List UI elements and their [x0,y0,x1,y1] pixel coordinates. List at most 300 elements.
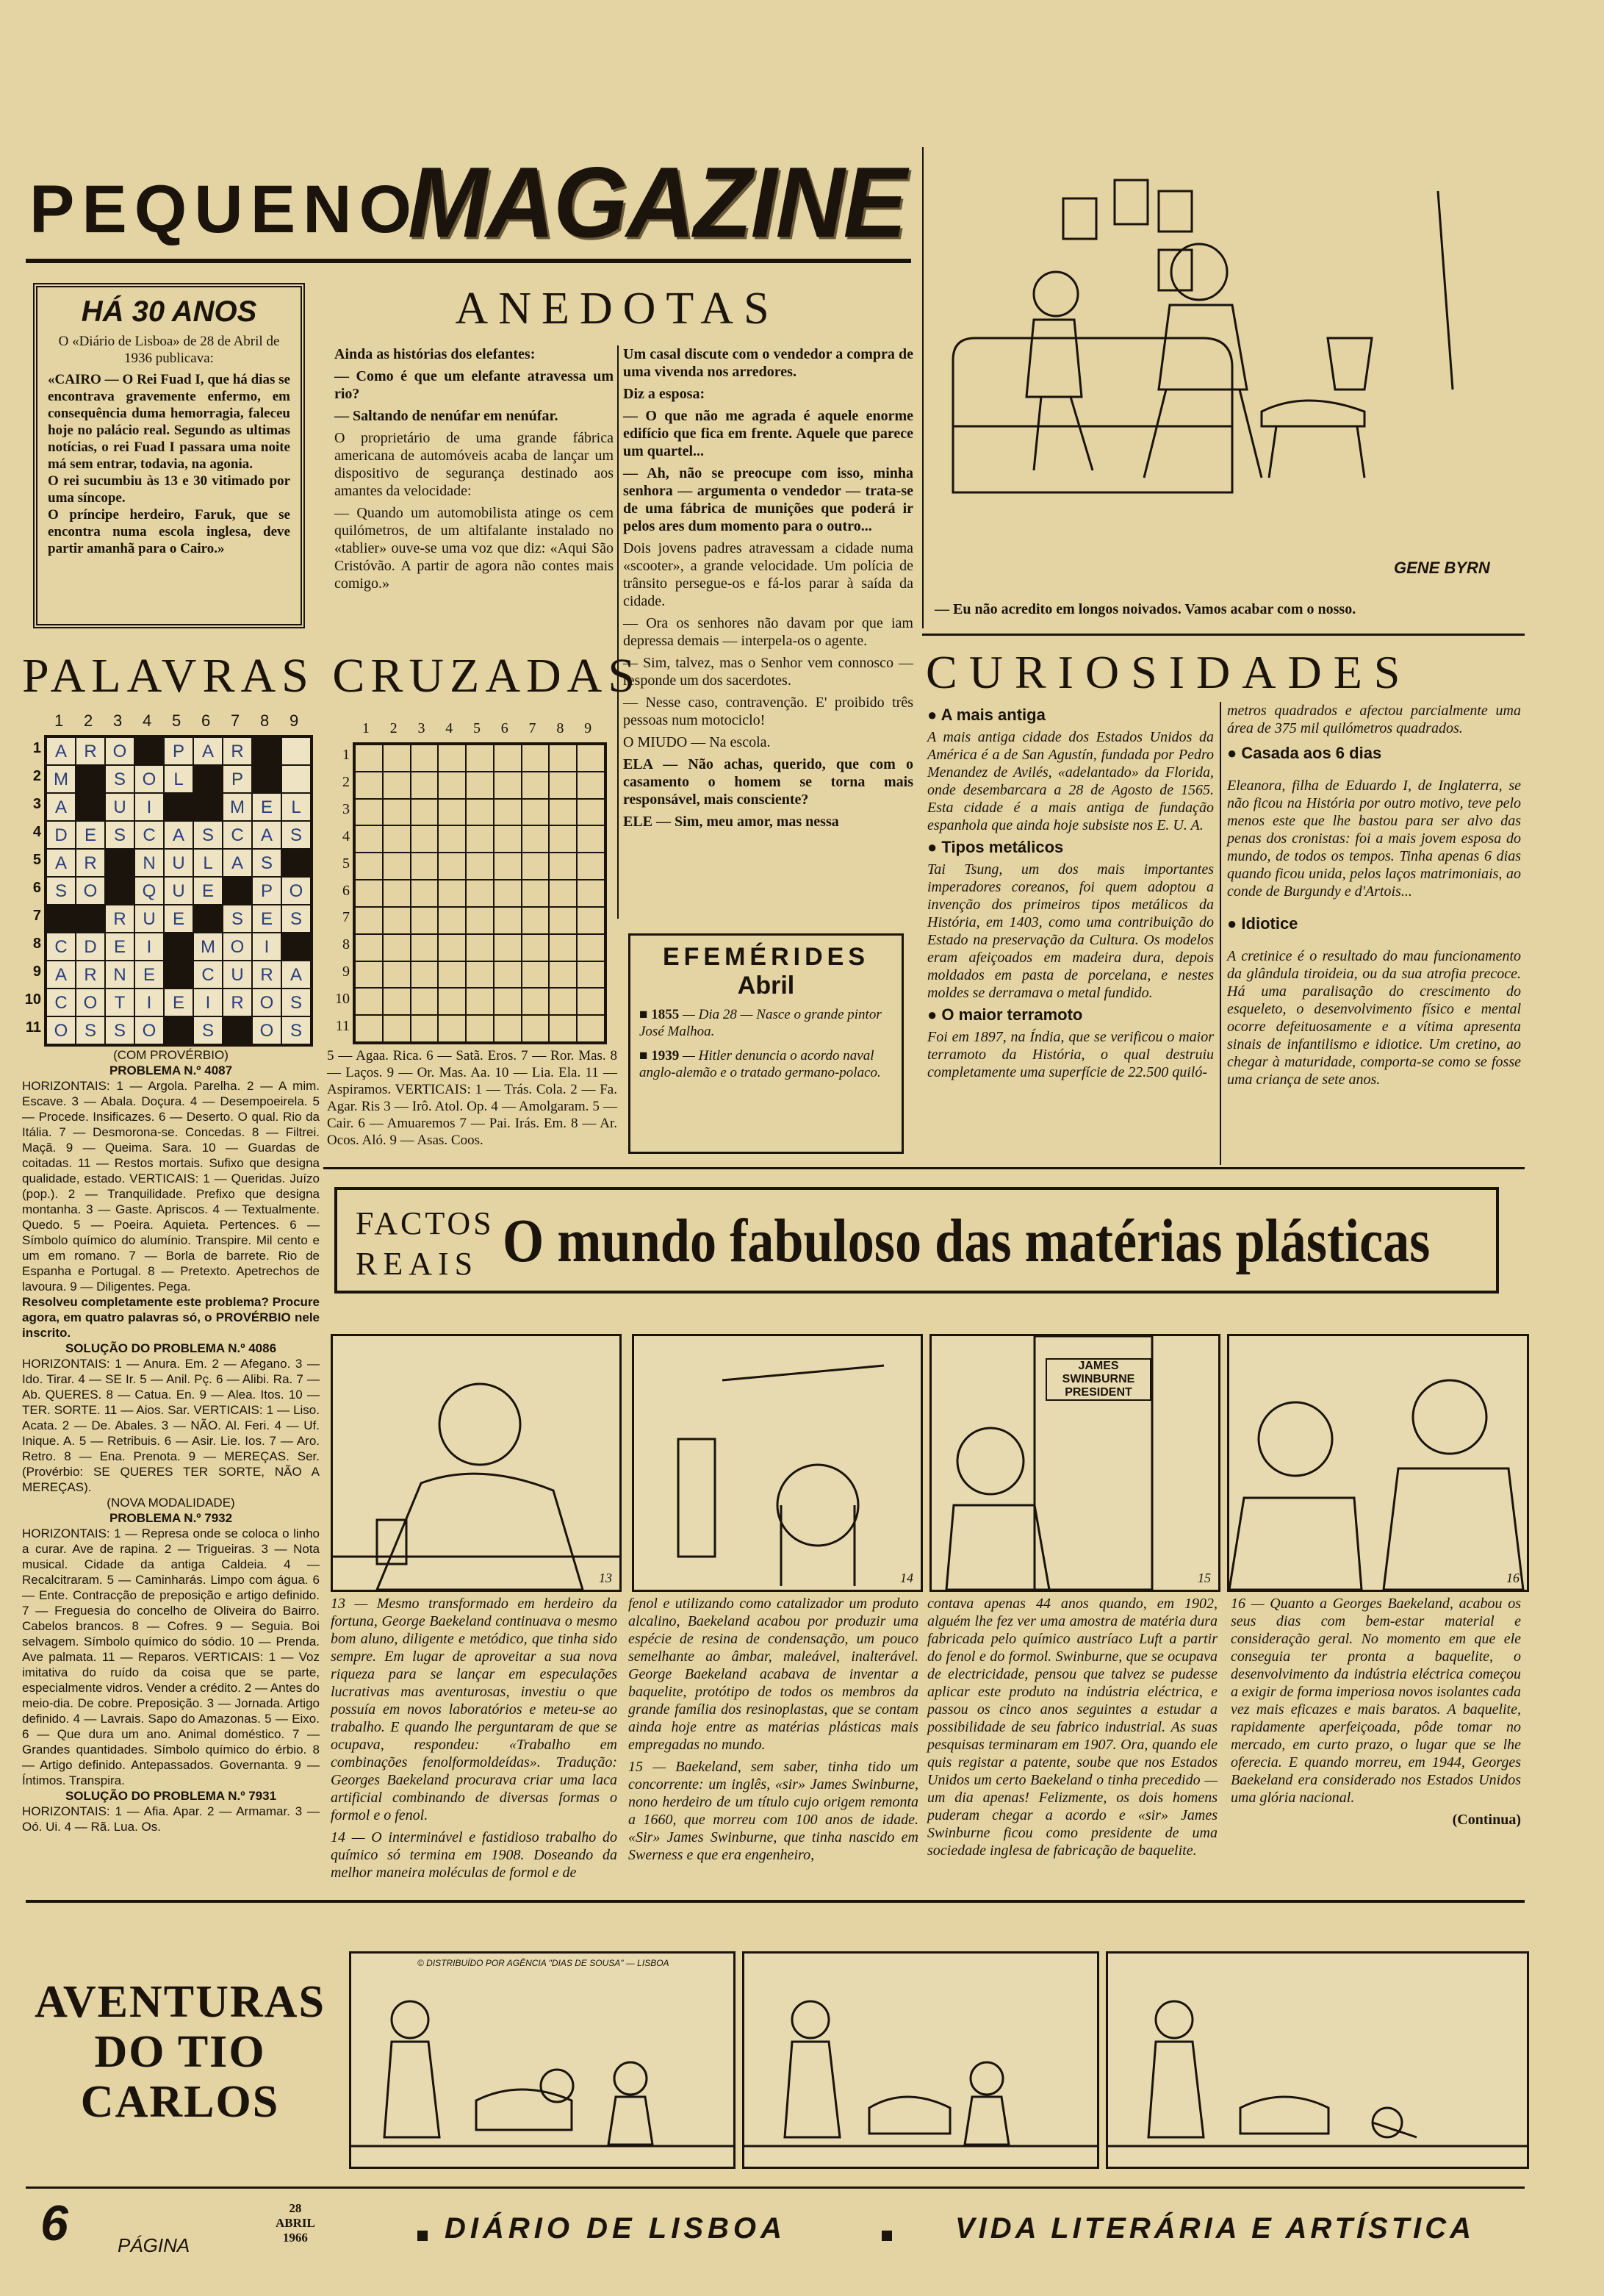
crossword-empty-cell [383,825,411,853]
factos-col3 [927,1595,1218,1864]
panel-13-num: 13 [599,1571,612,1585]
crossword-empty-cell [411,799,439,826]
crossword-cell: I [193,989,223,1016]
crossword-cell [105,877,134,905]
factos-text-15-cont: contava apenas 44 anos quando, em 1902, alguém lhe fez ver uma amostra de matéria dura fabricada pelo químico austríaco Luft a partir do fenol e do formol. Swinburne, que se ocupava de electricidade, pensou que talvez se pudesse aplicar este produto na indústria eléctrica, e passou os cinco anos seguintes a estudar a possibilidade de seu fabrico industrial. As suas pesquisas terminaram em 1907. Ora, quando ele quis registar a patente, soube que nos Estados Unidos um certo Baekeland o tinha precedido — um dia apenas! Felizmente, os dois homens puderam chegar a acordo e «sir» James Swinburne ficou como presidente de uma sociedade inglesa de fabricação de baquelite. [927,1596,1218,1859]
crossword-cell [193,765,223,793]
factos-title: O mundo fabuloso das matérias plásticas [503,1207,1431,1275]
footer-paper: DIÁRIO DE LISBOA [445,2212,786,2245]
empty-row-numbers [331,742,353,1040]
crossword-cell [76,905,105,933]
efemerides-list [639,1006,893,1081]
crossword-cell: C [134,821,164,849]
crossword-cell: M [46,765,76,793]
crossword-empty-cell [383,853,411,880]
crossword-solved-grid [44,735,313,1047]
curiosidades-col2 [1227,702,1521,1103]
factos-panel-16 [1227,1334,1529,1592]
crossword-cell [134,737,164,765]
clues-4087: HORIZONTAIS: 1 — Argola. Parelha. 2 — A mim. Escave. 3 — Abala. Doçura. 4 — Desempoeirela. 5 — Procede. Insificazes. 6 — Deserto. O qual. Rio da Itália. 7 — Desmorona-se. Concedas. 8 — Filtrei. Maçã. 9 — Queima. Sara. 10 — Guardas de coitadas. 11 — Restos mortais. Sufixo que designa qualidade, estado. VERTICAIS: 1 — Queridas. Juízo (pop.). 2 — Tranquilidade. Prefixo que designa montanha. 3 — Gaste. Apriscos. 4 — Textualmente. Quedo. 5 — Poeira. Aquieta. Pertences. 6 — Símbolo químico do alumínio. Transpire. Mil cento e um em romano. 7 — Borla de barrete. Rio de Espanha e Portugal. 8 — Pretexto. Apetrechos de lavoura. 9 — Diligentes. Pega. [22,1079,320,1294]
crossword-cell: S [46,877,76,905]
curiosidades-title: CURIOSIDADES [926,646,1412,698]
efemeride-text: — Dia 28 — Nasce o grande pintor José Malhoa. [639,1007,882,1039]
footer-section: VIDA LITERÁRIA E ARTÍSTICA [955,2212,1475,2245]
crossword-empty-cell [438,825,466,853]
upper-rule [922,634,1525,636]
crossword-empty-cell [383,1015,411,1042]
resolveu-text: Resolveu completamente este problema? Procure agora, em quatro palavras só, o PROVÉRBIO nele inscrito. [22,1295,320,1340]
ha30-title: HÁ 30 ANOS [81,295,257,328]
crossword-empty-cell [549,934,577,961]
footer-page-num: 6 [40,2195,68,2251]
crossword-col-number: 3 [417,720,425,736]
crossword-empty-cell [355,880,383,907]
cartoon-illustration [924,147,1526,628]
crossword-cell [193,905,223,933]
crossword-cell [164,1016,193,1044]
panel-16-num: 16 [1506,1571,1520,1585]
crossword-cell: Q [134,877,164,905]
crossword-empty-cell [549,772,577,799]
crossword-row-number: 3 [342,801,350,818]
crossword-row-number: 8 [342,936,350,953]
crossword-col-number: 5 [473,720,481,736]
factos-label1: FACTOS [356,1205,494,1241]
footer-bullet-2 [882,2231,892,2241]
crossword-empty-cell [411,825,439,853]
cartoon-caption: — Eu não acredito em longos noivados. Vamos acabar com o nosso. [935,601,1356,617]
factos-panel-13-art [333,1336,619,1590]
crossword-cell: N [105,961,134,989]
crossword-empty-cell [466,745,494,772]
curiosidade-text: A cretinice é o resultado do mau funcionamento da glândula tiroideia, ou da sua atrofia precoce. Há uma paralisação do crescimento do esqueleto, o desenvolvimento físico e mental ocorre defeituosamente e a vítima apresenta sinais de infantilismo e idiotice. Um cretino, ao chegar à maturidade, comporta-se como se fosse uma criança de sete anos. [1227,948,1521,1088]
factos-text-13: 13 — Mesmo transformado em herdeiro da fortuna, George Baekeland continuava o mesmo bom aluno, diligente e metódico, que tinha sido sempre. Em lugar de aproveitar a sua nova riqueza para se lançar em especulações lucrativas mas aventurosas, investiu o que possuía em novos laboratórios e meteu-se ao trabalho. E quando lhe perguntaram de que se ocupava, respondeu: «Trabalho em combinações fenolformoldeídas». Tradução: Georges Baekeland procurava criar uma laca artificial combinando de diversas formas o formol e o fenol. [331,1596,617,1823]
cartoon-panel [922,147,1526,628]
crossword-empty-cell [466,825,494,853]
crossword-cell: A [46,961,76,989]
footer-rule [26,2186,1525,2189]
anedota-paragraph: — O que não me agrada é aquele enorme edifício que fica em frente. Aquele que parece um quartel... [623,408,913,459]
tio-carlos-panel-3 [1106,1951,1529,2169]
crossword-empty-cell [522,961,550,989]
crossword-empty-cell [355,961,383,989]
crossword-empty-cell [411,934,439,961]
solved-row-numbers [22,735,44,1042]
crossword-empty-cell [549,907,577,934]
crossword-cell: O [76,877,105,905]
curiosidade-text: Tai Tsung, um dos mais importantes imperadores coreanos, foi quem adoptou a invenção dos primeiros tipos metálicos da História, em 1403, como uma contribuição do Estado na preservação da Cultura. Os modelos eram afeiçoados em madeira dura, depois moldados em pasta de porcelana, e nestes moldes se derramava o metal fundido. [927,861,1214,1001]
aventuras-l1: AVENTURAS [35,1977,326,2027]
sol-4086-title: SOLUÇÃO DO PROBLEMA N.º 4086 [65,1341,277,1355]
crossword-empty-cell [522,1015,550,1042]
crossword-empty-cell [355,825,383,853]
crossword-col-number: 3 [113,711,123,730]
crossword-empty-cell [438,772,466,799]
anedota-paragraph: O proprietário de uma grande fábrica americana de automóveis acaba de lançar um dispositivo de segurança destinado aos amantes da velocidade: [334,430,614,499]
crossword-empty-cell [494,1015,522,1042]
crossword-row-number: 9 [32,964,41,980]
crossword-empty-cell [577,961,605,989]
crossword-empty-cell [355,772,383,799]
tio-carlos-panel-1-art [351,1954,733,2167]
crossword-cell: O [76,989,105,1016]
crossword-cell: E [164,989,193,1016]
crossword-empty-cell [438,799,466,826]
anedota-paragraph: Ainda as histórias dos elefantes: [334,346,536,362]
crossword-empty-cell [466,799,494,826]
crossword-cell [281,849,311,877]
crossword-cell [223,877,252,905]
crossword-row-number: 5 [342,855,350,872]
efemerides-box [628,933,904,1154]
crossword-empty-cell [494,934,522,961]
crossword-empty-cell [411,961,439,989]
masthead-magazine: MAGAZINE [408,146,906,259]
crossword-empty-cell [466,907,494,934]
crossword-row-number: 3 [32,796,41,812]
crossword-empty-cell [438,745,466,772]
anedota-paragraph: — Quando um automobilista atinge os cem quilómetros, de um altifalante instalado no «tablier» ouve-se uma voz que diz: «Aqui São Cristóvão. A partir de agora não contes mais comigo.» [334,505,614,592]
crossword-empty-cell [494,825,522,853]
crossword-cell [164,961,193,989]
crossword-cell [281,933,311,961]
crossword-cell: E [105,933,134,961]
crossword-cell: A [193,737,223,765]
crossword-cell: I [252,933,281,961]
crossword-empty-cell [411,853,439,880]
crossword-row-number: 6 [32,880,41,896]
crossword-empty-cell [522,772,550,799]
crossword-cell: A [46,737,76,765]
crossword-row-number: 4 [32,824,41,840]
factos-panel-15 [929,1334,1220,1592]
crossword-empty-cell [466,880,494,907]
crossword-empty-cell [494,988,522,1015]
anedotas-divider [617,345,619,919]
curiosidade-text: Eleanora, filha de Eduardo I, de Inglaterra, se não ficou na História por outro motivo, teve pelo menos este que lhe bastou para ser alvo das penas dos cronistas: foi a mais jovem esposa do mundo, de todos os tempos. Tinha apenas 6 dias quando ficou unida, pelos laços matrimoniais, ao conde de Burgundy e d'Artois... [1227,778,1521,900]
footer-date-year: 1966 [282,2231,308,2245]
clues-7932: HORIZONTAIS: 1 — Represa onde se coloca o linho a curar. Ave de rapina. 2 — Trigueiras. 3 — Nota musical. Cidade da antiga Caldeia. 4 — Recalcitraram. 5 — Caminharás. Limpo com água. 6 — Ente. Contracção de preposição e artigo definido. 7 — Freguesia do concelho de Oliveira do Bairro. Cabelos brancos. 8 — Cofres. 9 — Seguia. Boi selvagem. Símbolo químico do sódio. 10 — Prenda. Ave palmata. 11 — Reparos. VERTICAIS: 1 — Voz imitativa do ruído da coisa que se parte, especialmente vidros. Vender a crédito. 2 — Antes do meio-dia. De cobre. Preposição. 3 — Jornada. Artigo definido. 4 — Lavrais. Sapo do Amazonas. 5 — Eixo. 6 — Que dura um ano. Animal doméstico. 7 — Grandes quantidades. Símbolo químico do érbio. 8 — Artigo definido. Antepassados. Governanta. 9 — Íntimos. Transpira. [22,1527,320,1787]
crossword-cell: A [46,793,76,821]
crossword-empty-cell [577,853,605,880]
crossword-empty-cell [383,745,411,772]
crossword-cell: I [134,989,164,1016]
sol-7931: HORIZONTAIS: 1 — Afia. Apar. 2 — Armamar. 3 — Oó. Ui. 4 — Rã. Lua. Os. [22,1804,320,1834]
crossword-empty-cell [383,934,411,961]
anedota-paragraph: — Nesse caso, contravenção. E' proibido três pessoas num motociclo! [623,695,913,728]
crossword-row-number: 4 [342,828,350,844]
crossword-empty-cell [438,934,466,961]
crossword-empty-cell [522,799,550,826]
crossword-empty-cell [466,853,494,880]
factos-text-16: 16 — Quanto a Georges Baekeland, acabou os seus dias com bem-estar material e consideração geral. No momento em que ele conseguia ter pronta a baquelite, o desenvolvimento da indústria eléctrica começou a exigir de forma imperiosa novos isolantes cada vez mais eficazes e mais baratos. A baquelite, rapidamente aperfeiçoada, pôde tomar no mercado, em curto prazo, o lugar que se lhe oferecia. E quando morreu, em 1944, Georges Baekeland era considerado nos Estados Unidos uma glória nacional. [1231,1596,1521,1806]
crossword-empty-cell [411,880,439,907]
crossword-cell: E [252,905,281,933]
crossword-cell: A [252,821,281,849]
crossword-cell: O [105,737,134,765]
crossword-cell: D [76,933,105,961]
factos-label2: REAIS [356,1246,479,1282]
crossword-col-number: 8 [556,720,564,736]
crossword-cell: C [223,821,252,849]
efemerides-month: Abril [737,972,795,1000]
mid-rule [323,1167,1525,1169]
aventuras-title [33,1977,327,2127]
anedota-paragraph: ELE — Sim, meu amor, mas nessa [623,814,839,830]
tio-carlos-panel-2 [742,1951,1099,2169]
crossword-cell: U [223,961,252,989]
crossword-col-number: 4 [143,711,152,730]
crossword-cell: D [46,821,76,849]
curiosidades-col2-intro: metros quadrados e afectou parcialmente uma área de 375 mil quilómetros quadrados. [1227,703,1521,736]
anedota-paragraph: — Ah, não se preocupe com isso, minha senhora — argumenta o vendedor — trata-se de uma fábrica de munições que poderá ir pelos ares dum momento para o outro... [623,465,913,534]
ha30-p2: O rei sucumbiu às 13 e 30 vitimado por uma síncope. [48,473,290,506]
crossword-empty-cell [549,961,577,989]
anedotas-title: ANEDOTAS [455,284,780,334]
anedota-paragraph: O MIUDO — Na escola. [623,734,771,750]
crossword-cell: I [134,793,164,821]
crossword-empty-cell [494,853,522,880]
anedota-paragraph: Um casal discute com o vendedor a compra de uma vivenda nos arredores. [623,346,913,380]
factos-text-15: 15 — Baekeland, sem saber, tinha tido um concorrente: um inglês, «sir» James Swinburne, nono herdeiro de um título cujo origem remonta a 1660, que morreu com 100 anos de idade. «Sir» James Swinburne, que tinha nascido em Swerness e que era engenheiro, [628,1759,918,1863]
factos-panel-16-art [1229,1336,1527,1590]
crossword-empty-cell [355,799,383,826]
crossword-cell [252,737,281,765]
crossword-empty-cell [494,880,522,907]
crossword-col-number: 5 [172,711,181,730]
crossword-empty-cell [522,825,550,853]
crossword-empty-cell [466,988,494,1015]
crossword-cell: L [281,793,311,821]
crossword-empty-cell [438,880,466,907]
crossword-empty-cell [549,745,577,772]
footer-bullet-1 [417,2231,428,2241]
factos-panel-13 [331,1334,622,1592]
crossword-cell: S [193,821,223,849]
ha30-p3: O príncipe herdeiro, Faruk, que se encontra numa escola inglesa, deve partir amanhã para o Cairo.» [48,507,290,556]
crossword-row-number: 2 [32,768,41,784]
crossword-empty-cell [549,825,577,853]
solved-col-numbers [44,711,309,731]
crossword-cell: O [281,877,311,905]
crossword-cell: S [105,821,134,849]
efemerides-title: EFEMÉRIDES [662,943,870,971]
palavras-title: PALAVRAS CRUZADAS [22,649,641,703]
crossword-empty-cell [466,961,494,989]
palavras-column [22,1047,320,1834]
crossword-empty-cell [411,1015,439,1042]
curiosidade-heading: ● Idiotice [1227,915,1521,933]
crossword-empty-cell [494,961,522,989]
nova-modalidade: (NOVA MODALIDADE) [107,1496,235,1510]
problema-4087: PROBLEMA N.º 4087 [109,1063,233,1077]
crossword-cell: O [252,1016,281,1044]
crossword-cell: R [105,905,134,933]
crossword-cell: A [164,821,193,849]
crossword-cell: P [252,877,281,905]
crossword-cell: R [223,737,252,765]
crossword-empty-cell [438,961,466,989]
crossword-empty-cell [577,799,605,826]
crossword-empty-cell [549,853,577,880]
crossword-empty-cell [438,853,466,880]
crossword-cell: E [252,793,281,821]
crossword-cell: C [46,989,76,1016]
crossword-cell: L [164,765,193,793]
curiosidades-col2-items [1227,745,1521,1088]
crossword-cell [252,765,281,793]
crossword-empty-cell [383,961,411,989]
crossword-row-number: 8 [32,936,41,952]
footer-pagina: PÁGINA [118,2234,190,2256]
crossword-cell: M [193,933,223,961]
ha30-intro: O «Diário de Lisboa» de 28 de Abril de 1936 publicava: [58,334,280,366]
crossword-cell: C [193,961,223,989]
crossword-row-number: 11 [25,1019,41,1036]
crossword-col-number: 6 [201,711,211,730]
crossword-empty-cell [411,988,439,1015]
crossword-cell: O [134,765,164,793]
crossword-cell: T [105,989,134,1016]
masthead-pequeno: PEQUENO [29,172,420,247]
crossword-col-number: 7 [231,711,240,730]
crossword-empty-cell [438,1015,466,1042]
footer-date [276,2201,315,2245]
crossword-empty-cell [577,934,605,961]
crossword-empty-cell [466,1015,494,1042]
crossword-empty-cell [494,745,522,772]
crossword-empty-cell [383,772,411,799]
crossword-empty-cell [411,907,439,934]
crossword-cell: R [252,961,281,989]
factos-text-14: 14 — O interminável e fastidioso trabalho do químico só termina em 1908. Doseando da melhor maneira moléculas de formol e de [331,1829,617,1881]
crossword-empty-cell [577,745,605,772]
crossword-cell: U [134,905,164,933]
crossword-col-number: 2 [84,711,93,730]
tio-carlos-panel-1 [349,1951,736,2169]
crossword-col-number: 9 [584,720,592,736]
crossword-cell: P [164,737,193,765]
crossword-cell: S [281,1016,311,1044]
curiosidade-heading: ● O maior terramoto [927,1006,1214,1024]
crossword-cell: S [281,821,311,849]
crossword-empty-cell [355,934,383,961]
curiosidades-divider [1220,702,1221,1165]
crossword-cell [76,793,105,821]
crossword-row-number: 7 [32,908,41,924]
crossword-empty-cell [549,799,577,826]
crossword-cell [76,765,105,793]
crossword-col-number: 4 [445,720,453,736]
efemeride-text: — Hitler denuncia o acordo naval anglo-alemão e o tratado germano-polaco. [639,1048,881,1080]
crossword-cell [164,933,193,961]
aventuras-credit: © DISTRIBUÍDO POR AGÊNCIA "DIAS DE SOUSA" — LISBOA [417,1958,669,1968]
empty-clues: 5 — Agaa. Rica. 6 — Satã. Eros. 7 — Ror. Mas. 8 — Laços. 9 — Or. Mas. Aa. 10 — Lia. Ela. 11 — Aspiramos. VERTICAIS: 1 — Trás. Cola. 2 — Fa. Agar. Ris 3 — Irô. Atol. Op. 4 — Amolgaram. 5 — Cair. 6 — Amuaremos 7 — Pai. Irás. Em. 8 — Ar. Ocos. Aló. 9 — Asas. Coos. [327,1048,617,1148]
crossword-cell: O [223,933,252,961]
crossword-row-number: 5 [32,852,41,868]
crossword-empty-cell [522,934,550,961]
efemeride-year: ■ 1939 [639,1048,679,1063]
crossword-empty-cell [522,880,550,907]
crossword-empty-cell [577,1015,605,1042]
cartoon-signature: GENE BYRN [1394,559,1490,577]
crossword-empty-cell [438,988,466,1015]
crossword-cell: O [134,1016,164,1044]
anedotas-col2 [623,345,913,835]
factos-panel-14-art [634,1336,921,1590]
crossword-empty-cell [577,825,605,853]
crossword-cell [223,1016,252,1044]
anedota-paragraph: — Ora os senhores não davam por que iam depressa demais — interpela-os o agente. [623,615,913,649]
curiosidade-heading: ● Tipos metálicos [927,839,1214,856]
crossword-empty-cell [411,772,439,799]
crossword-row-number: 6 [342,882,350,899]
crossword-cell: S [193,1016,223,1044]
crossword-empty-cell [522,853,550,880]
crossword-cell: E [76,821,105,849]
crossword-row-number: 11 [335,1017,350,1034]
crossword-empty-cell [411,745,439,772]
ha30-p1: «CAIRO — O Rei Fuad I, que há dias se encontrava gravemente enfermo, em consequência duma hemorragia, faleceu hoje no palácio real. Segundo as ultimas notícias, o rei Fuad I passara uma noite má sem entrar, todavia, na agonia. [48,372,290,472]
crossword-empty-cell [383,799,411,826]
crossword-empty-cell [355,853,383,880]
crossword-cell: S [105,765,134,793]
factos-text-14-cont: fenol e utilizando como catalizador um produto alcalino, Baekeland acabou por produzir uma espécie de resina de condensação, um pouco semelhante ao âmbar, maleável, inalterável. George Baekeland acabava de inventar a baquelite, protótipo de todos os membros da grande família dos resinoplastas, que se contam ainda hoje entre as matérias plásticas mais empregadas no mundo. [628,1596,918,1753]
crossword-cell: S [223,905,252,933]
crossword-cell: R [76,961,105,989]
aventuras-l2: DO TIO [94,2027,266,2077]
crossword-cell: S [105,1016,134,1044]
anedota-paragraph: — Sim, talvez, mas o Senhor vem connosco — responde um dos sacerdotes. [623,655,913,689]
crossword-row-number: 10 [24,991,41,1008]
crossword-cell: S [76,1016,105,1044]
crossword-cell: S [281,989,311,1016]
efemeride-item [639,1047,893,1081]
crossword-row-number: 7 [342,909,350,926]
crossword-empty-cell [577,772,605,799]
crossword-empty-cell [355,1015,383,1042]
crossword-cell [46,905,76,933]
curiosidade-text: A mais antiga cidade dos Estados Unidos da América é a de San Agustín, fundada por Pedro Menandez de Avilés, «adelantado» da Florida, onde desembarcara a 28 de Agosto de 1565. Esta cidade é a mais antiga de fundação espanhola que ainda hoje subsiste nos E. U. A. [927,729,1214,833]
door-sign: JAMES SWINBURNE PRESIDENT [1046,1358,1151,1401]
crossword-col-number: 1 [362,720,370,736]
crossword-cell [164,793,193,821]
crossword-empty-cell [577,907,605,934]
crossword-empty-cell [522,988,550,1015]
factos-col4 [1231,1595,1521,1833]
factos-col2 [628,1595,918,1868]
crossword-empty-cell [577,988,605,1015]
panel-15-num: 15 [1198,1571,1211,1585]
crossword-empty-cell [549,1015,577,1042]
crossword-empty-cell [466,934,494,961]
efemeride-year: ■ 1855 [639,1007,679,1022]
crossword-cell: U [164,849,193,877]
crossword-col-number: 2 [389,720,398,736]
ha30-box [33,283,305,628]
crossword-cell: C [46,933,76,961]
anedota-paragraph: — Como é que um elefante atravessa um rio? [334,368,614,402]
crossword-cell: A [46,849,76,877]
crossword-empty-cell [355,988,383,1015]
crossword-cell: O [252,989,281,1016]
crossword-cell: R [76,737,105,765]
crossword-empty-cell [494,907,522,934]
crossword-empty-grid [353,742,607,1044]
crossword-cell: A [223,849,252,877]
crossword-cell: O [46,1016,76,1044]
crossword-empty-cell [383,880,411,907]
